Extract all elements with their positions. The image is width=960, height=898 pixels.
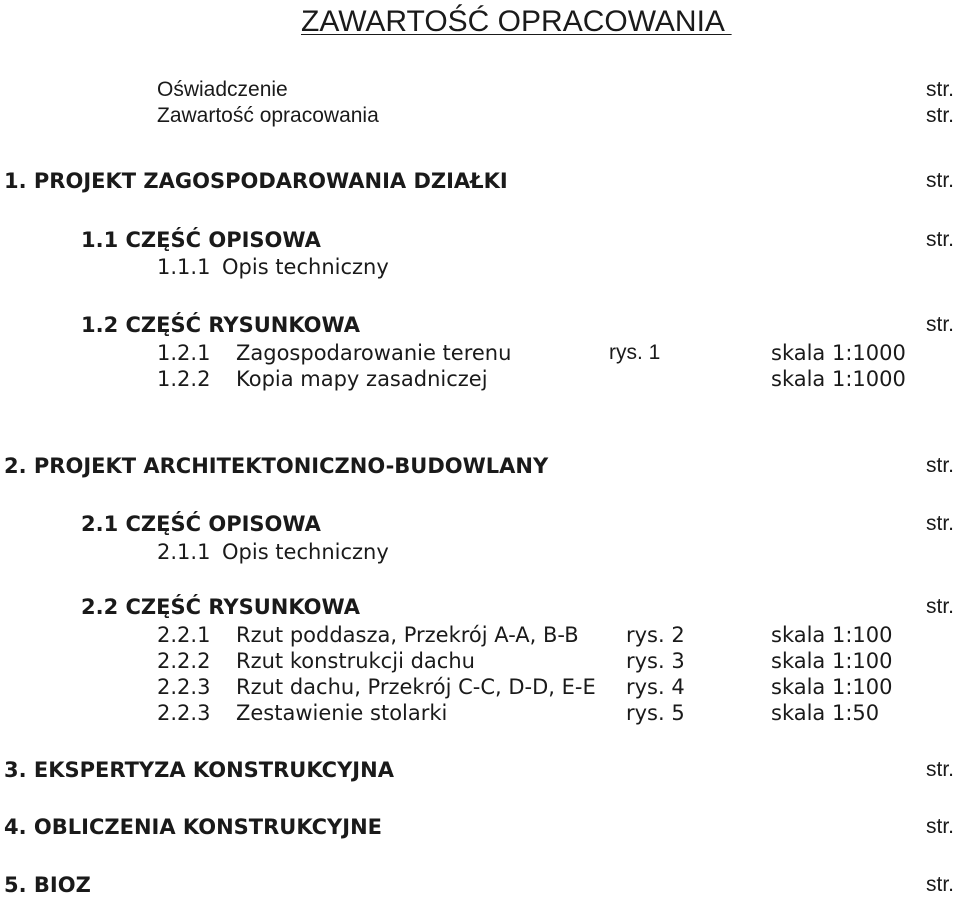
item-number: 2.2.3 <box>157 701 211 725</box>
section-heading-2: 2. PROJEKT ARCHITEKTONICZNO-BUDOWLANY <box>4 454 549 478</box>
drawing-number: rys. 5 <box>626 701 685 725</box>
item-number: 1.2.1 <box>157 341 211 365</box>
item-number: 1.2.2 <box>157 367 211 391</box>
drawing-scale: skala 1:100 <box>771 649 893 673</box>
subsection-heading-2-2: 2.2 CZĘŚĆ RYSUNKOWA <box>81 595 360 619</box>
drawing-number: rys. 2 <box>626 623 685 647</box>
drawing-number: rys. 1 <box>609 341 661 364</box>
subsection-heading-1-1: 1.1 CZĘŚĆ OPISOWA <box>81 228 321 252</box>
drawing-scale: skala 1:50 <box>771 701 880 725</box>
section-heading-5: 5. BIOZ <box>4 873 91 897</box>
page-ref: str. <box>926 169 955 192</box>
page-ref: str. <box>926 595 955 618</box>
page-title: ZAWARTOŚĆ OPRACOWANIA <box>301 5 732 38</box>
toc-entry-contents: Zawartość opracowania <box>157 104 379 127</box>
item-number: 1.1.1 <box>157 255 211 279</box>
drawing-scale: skala 1:100 <box>771 675 893 699</box>
item-label: Opis techniczny <box>222 540 389 564</box>
drawing-scale: skala 1:100 <box>771 623 893 647</box>
item-label: Kopia mapy zasadniczej <box>236 367 488 391</box>
page-ref: str. <box>926 758 955 781</box>
item-label: Opis techniczny <box>222 255 389 279</box>
item-label: Rzut konstrukcji dachu <box>236 649 475 673</box>
page-ref: str. <box>926 104 955 127</box>
page-ref: str. <box>926 228 955 251</box>
section-heading-3: 3. EKSPERTYZA KONSTRUKCYJNA <box>4 758 394 782</box>
item-number: 2.2.3 <box>157 675 211 699</box>
drawing-scale: skala 1:1000 <box>771 341 906 365</box>
item-number: 2.1.1 <box>157 540 211 564</box>
item-label: Zestawienie stolarki <box>236 701 448 725</box>
page-ref: str. <box>926 78 955 101</box>
subsection-heading-2-1: 2.1 CZĘŚĆ OPISOWA <box>81 512 321 536</box>
page-ref: str. <box>926 512 955 535</box>
item-label: Zagospodarowanie terenu <box>236 341 512 365</box>
subsection-heading-1-2: 1.2 CZĘŚĆ RYSUNKOWA <box>81 313 360 337</box>
page-ref: str. <box>926 873 955 896</box>
toc-entry-statement: Oświadczenie <box>157 78 288 101</box>
page-ref: str. <box>926 313 955 336</box>
item-number: 2.2.2 <box>157 649 211 673</box>
section-heading-4: 4. OBLICZENIA KONSTRUKCYJNE <box>4 815 382 839</box>
drawing-number: rys. 3 <box>626 649 685 673</box>
section-heading-1: 1. PROJEKT ZAGOSPODAROWANIA DZIAŁKI <box>4 169 508 193</box>
drawing-number: rys. 4 <box>626 675 685 699</box>
page-ref: str. <box>926 454 955 477</box>
item-label: Rzut dachu, Przekrój C-C, D-D, E-E <box>236 675 596 699</box>
drawing-scale: skala 1:1000 <box>771 367 906 391</box>
item-label: Rzut poddasza, Przekrój A-A, B-B <box>236 623 579 647</box>
item-number: 2.2.1 <box>157 623 211 647</box>
page-ref: str. <box>926 815 955 838</box>
